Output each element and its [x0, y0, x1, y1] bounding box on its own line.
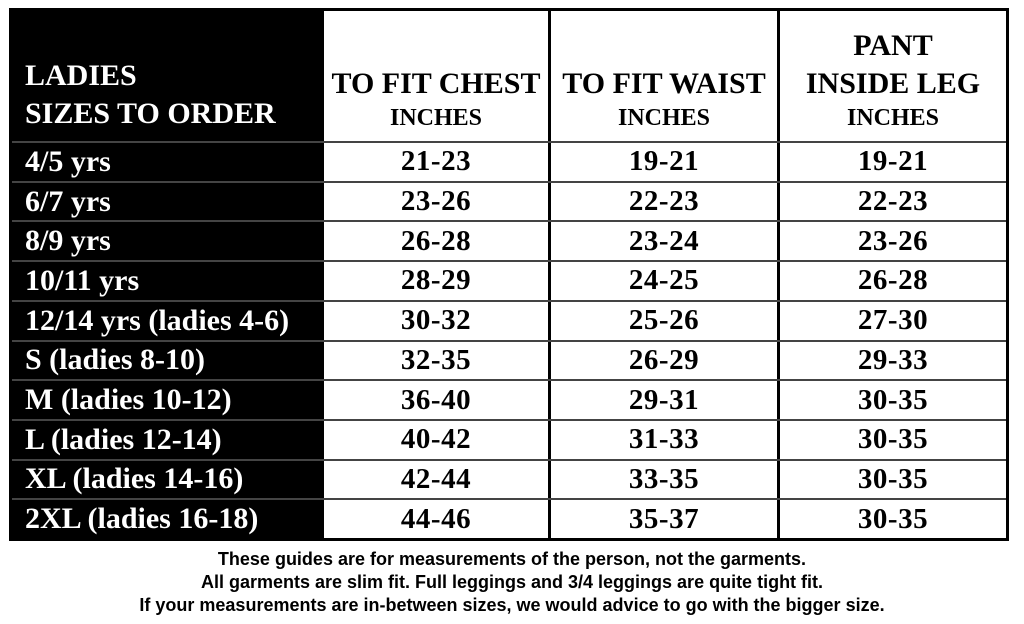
size-label: XL (ladies 14-16): [25, 462, 244, 496]
leg-value: 30-35: [857, 502, 929, 535]
chest-value: 28-29: [400, 264, 472, 297]
size-label: 6/7 yrs: [25, 184, 111, 218]
header-cell-waist: [551, 11, 780, 141]
leg-value: 30-35: [857, 423, 929, 456]
chest-value-cell: [324, 262, 551, 300]
chest-value: 32-35: [400, 343, 472, 376]
waist-value: 31-33: [628, 423, 700, 456]
table-row: [12, 181, 1006, 221]
chest-value: 42-44: [400, 462, 472, 495]
size-label: 10/11 yrs: [25, 263, 140, 297]
table-row: [12, 340, 1006, 380]
waist-value-cell: [551, 302, 780, 340]
leg-value: 26-28: [857, 264, 929, 297]
table-row: [12, 379, 1006, 419]
table-row: [12, 260, 1006, 300]
chest-value-cell: [324, 461, 551, 499]
leg-value-cell: [780, 461, 1006, 499]
table-row: [12, 300, 1006, 340]
chest-value-cell: [324, 421, 551, 459]
size-label-cell: [12, 421, 324, 459]
waist-value-cell: [551, 262, 780, 300]
leg-value: 30-35: [857, 462, 929, 495]
leg-value: 30-35: [857, 383, 929, 416]
chest-value-cell: [324, 500, 551, 538]
header-waist-unit: INCHES: [617, 105, 711, 131]
waist-value-cell: [551, 222, 780, 260]
header-sizes-line2: SIZES TO ORDER: [25, 97, 276, 130]
leg-value-cell: [780, 500, 1006, 538]
table-row: [12, 419, 1006, 459]
leg-value-cell: [780, 222, 1006, 260]
chest-value: 40-42: [400, 423, 472, 456]
header-leg-title1: PANT: [853, 29, 933, 62]
footnote-line-2: All garments are slim fit. Full leggings and 3/4 leggings are quite tight fit.: [200, 572, 824, 592]
header-leg-unit: INCHES: [846, 105, 940, 131]
ladies-size-table: [9, 8, 1009, 541]
size-label-cell: [12, 461, 324, 499]
waist-value: 24-25: [628, 264, 700, 297]
size-label-cell: [12, 500, 324, 538]
header-cell-chest: [324, 11, 551, 141]
size-label: 2XL (ladies 16-18): [25, 502, 259, 536]
size-label: 8/9 yrs: [25, 224, 111, 258]
chest-value: 21-23: [400, 145, 472, 178]
waist-value: 33-35: [628, 462, 700, 495]
leg-value: 22-23: [857, 185, 929, 218]
waist-value: 19-21: [628, 145, 700, 178]
waist-value: 25-26: [628, 304, 700, 337]
table-row: [12, 220, 1006, 260]
leg-value: 23-26: [857, 224, 929, 257]
chest-value: 23-26: [400, 185, 472, 218]
chest-value: 26-28: [400, 224, 472, 257]
header-cell-leg: [780, 11, 1006, 141]
size-label-cell: [12, 381, 324, 419]
header-leg-title2: INSIDE LEG: [805, 67, 981, 100]
size-label: L (ladies 12-14): [25, 422, 222, 456]
size-label: 12/14 yrs (ladies 4-6): [25, 303, 290, 337]
chest-value-cell: [324, 143, 551, 181]
chest-value: 44-46: [400, 502, 472, 535]
chest-value-cell: [324, 381, 551, 419]
footnote-line-1: These guides are for measurements of the person, not the garments.: [217, 549, 807, 569]
leg-value: 19-21: [857, 145, 929, 178]
leg-value-cell: [780, 302, 1006, 340]
table-row: [12, 498, 1006, 538]
header-chest-title: TO FIT CHEST: [331, 67, 541, 100]
table-row: [12, 459, 1006, 499]
chest-value: 30-32: [400, 304, 472, 337]
table-header-row: [12, 11, 1006, 141]
waist-value: 26-29: [628, 343, 700, 376]
leg-value: 27-30: [857, 304, 929, 337]
chest-value-cell: [324, 183, 551, 221]
size-label-cell: [12, 342, 324, 380]
footnote-line-3: If your measurements are in-between sizes, we would advice to go with the bigger size.: [139, 595, 885, 615]
waist-value: 22-23: [628, 185, 700, 218]
leg-value-cell: [780, 421, 1006, 459]
leg-value-cell: [780, 262, 1006, 300]
waist-value-cell: [551, 381, 780, 419]
waist-value: 29-31: [628, 383, 700, 416]
waist-value-cell: [551, 461, 780, 499]
table-row: [12, 141, 1006, 181]
header-chest-unit: INCHES: [389, 105, 483, 131]
leg-value: 29-33: [857, 343, 929, 376]
waist-value-cell: [551, 421, 780, 459]
size-label: S (ladies 8-10): [25, 343, 205, 377]
chest-value-cell: [324, 222, 551, 260]
waist-value-cell: [551, 342, 780, 380]
chest-value-cell: [324, 342, 551, 380]
size-label-cell: [12, 262, 324, 300]
size-label: M (ladies 10-12): [25, 383, 232, 417]
header-waist-title: TO FIT WAIST: [562, 67, 766, 100]
leg-value-cell: [780, 381, 1006, 419]
waist-value-cell: [551, 500, 780, 538]
footnote: [0, 548, 1024, 617]
header-sizes-line1: LADIES: [25, 59, 137, 92]
waist-value-cell: [551, 143, 780, 181]
size-label: 4/5 yrs: [25, 144, 111, 178]
waist-value-cell: [551, 183, 780, 221]
waist-value: 35-37: [628, 502, 700, 535]
size-label-cell: [12, 302, 324, 340]
leg-value-cell: [780, 342, 1006, 380]
size-label-cell: [12, 222, 324, 260]
size-label-cell: [12, 143, 324, 181]
leg-value-cell: [780, 143, 1006, 181]
waist-value: 23-24: [628, 224, 700, 257]
leg-value-cell: [780, 183, 1006, 221]
size-label-cell: [12, 183, 324, 221]
chest-value: 36-40: [400, 383, 472, 416]
header-cell-sizes: [12, 11, 324, 141]
chest-value-cell: [324, 302, 551, 340]
